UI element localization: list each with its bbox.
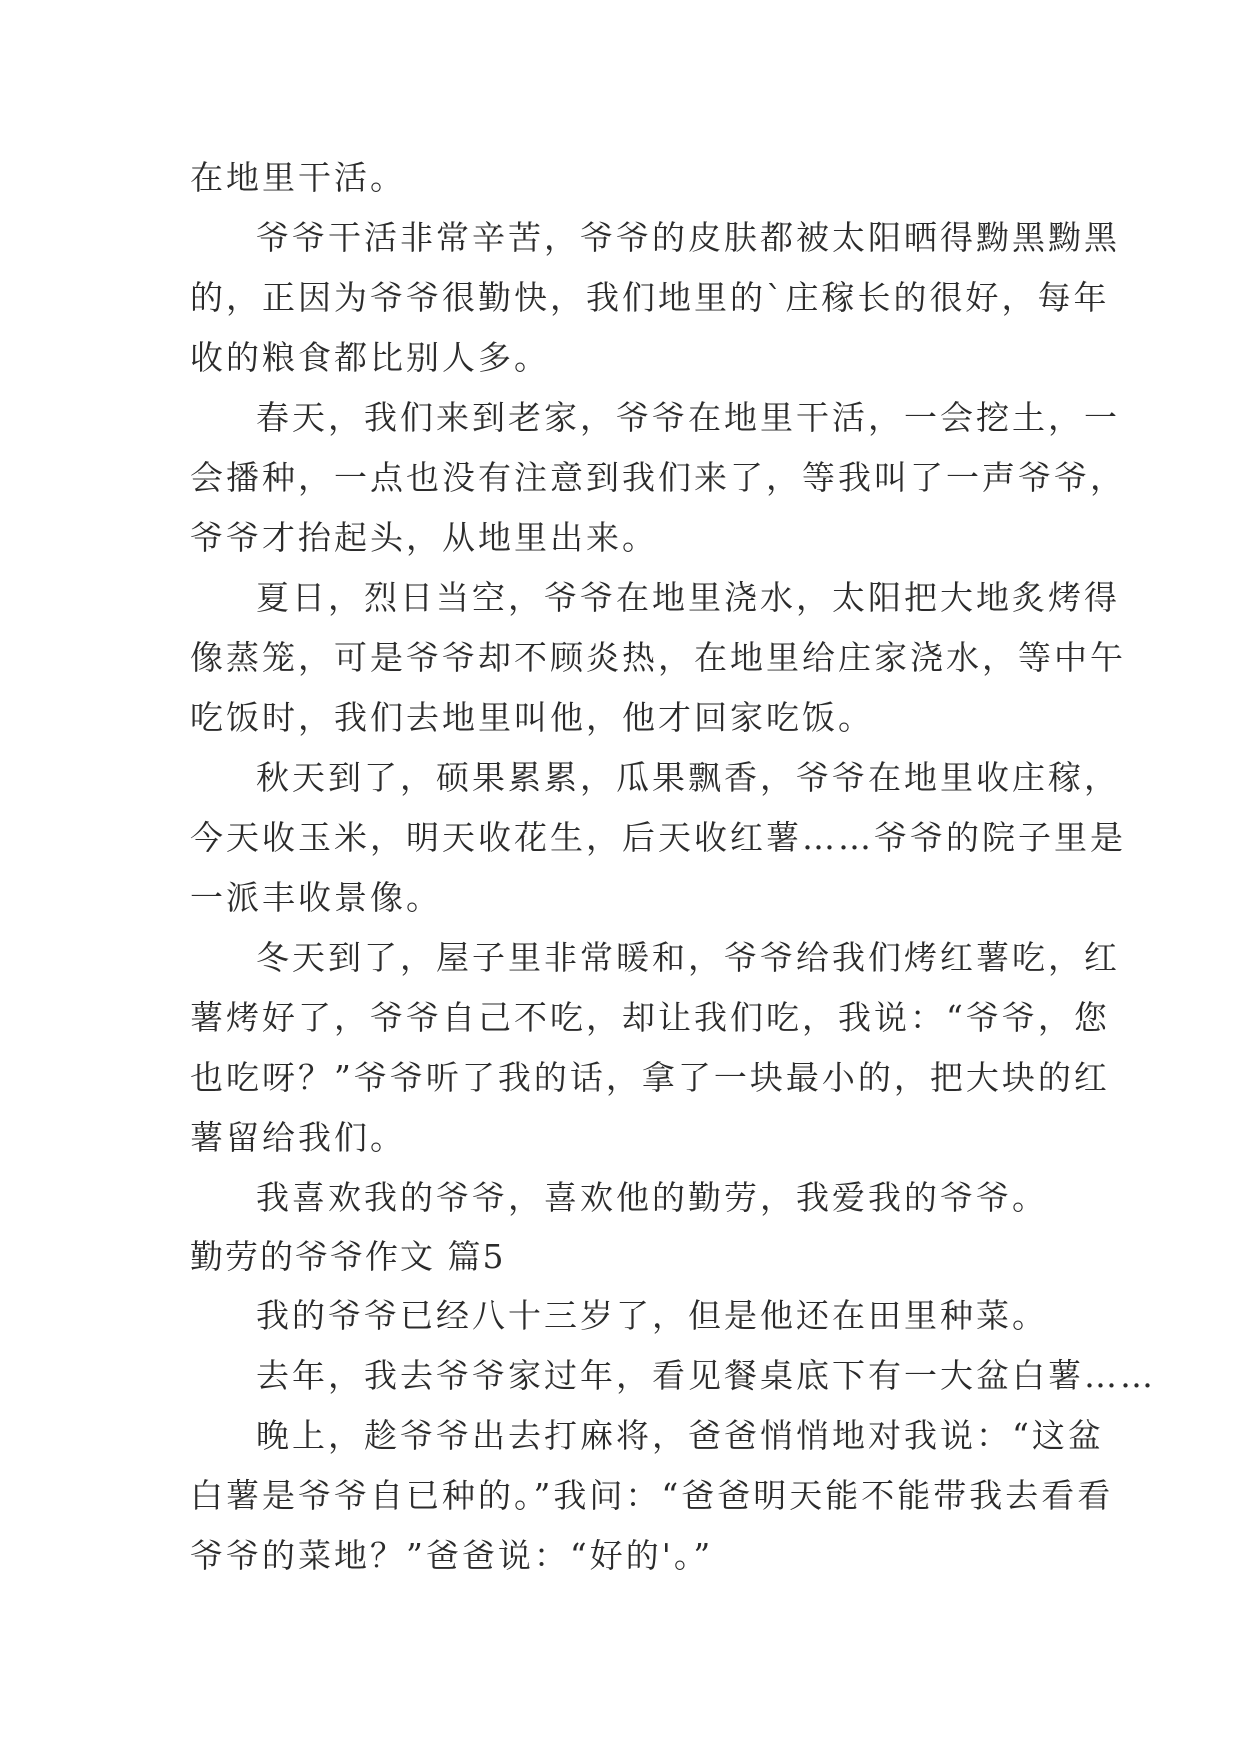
paragraph-line: 冬天到了，屋子里非常暖和，爷爷给我们烤红薯吃，红 (256, 938, 1120, 977)
text-line: 今天收玉米，明天收花生，后天收红薯……爷爷的院子里是 (190, 818, 1126, 857)
text-line: 吃饭时，我们去地里叫他，他才回家吃饭。 (190, 698, 874, 737)
text-line: 像蒸笼，可是爷爷却不顾炎热，在地里给庄家浇水，等中午 (190, 638, 1126, 677)
essay-body (190, 148, 1156, 1586)
paragraph-line: 我的爷爷已经八十三岁了，但是他还在田里种菜。 (256, 1296, 1048, 1335)
text-line: 一派丰收景像。 (190, 878, 442, 917)
text-line: 爷爷的菜地？”爸爸说：“好的'。” (190, 1536, 714, 1575)
text-line: 收的粮食都比别人多。 (190, 338, 550, 377)
paragraph-line: 我喜欢我的爷爷，喜欢他的勤劳，我爱我的爷爷。 (256, 1178, 1048, 1217)
text-line: 也吃呀？”爷爷听了我的话，拿了一块最小的，把大块的红 (190, 1058, 1110, 1097)
text-line: 会播种，一点也没有注意到我们来了，等我叫了一声爷爷， (190, 458, 1126, 497)
paragraph-line: 春天，我们来到老家，爷爷在地里干活，一会挖土，一 (256, 398, 1120, 437)
text-line: 白薯是爷爷自已种的。”我问：“爸爸明天能不能带我去看看 (190, 1476, 1114, 1515)
text-line: 薯留给我们。 (190, 1118, 406, 1157)
text-line: 爷爷才抬起头，从地里出来。 (190, 518, 658, 557)
section-heading: 勤劳的爷爷作文 篇5 (190, 1237, 506, 1276)
paragraph-line: 秋天到了，硕果累累，瓜果飘香，爷爷在地里收庄稼， (256, 758, 1120, 797)
paragraph-line: 晚上，趁爷爷出去打麻将，爸爸悄悄地对我说：“这盆 (256, 1416, 1104, 1455)
paragraph-line: 去年，我去爷爷家过年，看见餐桌底下有一大盆白薯…… (256, 1356, 1156, 1395)
paragraph-line: 爷爷干活非常辛苦，爷爷的皮肤都被太阳晒得黝黑黝黑 (256, 218, 1120, 257)
text-line: 的，正因为爷爷很勤快，我们地里的`庄稼长的很好，每年 (190, 278, 1110, 317)
text-line: 在地里干活。 (190, 158, 406, 197)
text-line: 薯烤好了，爷爷自己不吃，却让我们吃，我说：“爷爷，您 (190, 998, 1110, 1037)
paragraph-line: 夏日，烈日当空，爷爷在地里浇水，太阳把大地炙烤得 (256, 578, 1120, 617)
